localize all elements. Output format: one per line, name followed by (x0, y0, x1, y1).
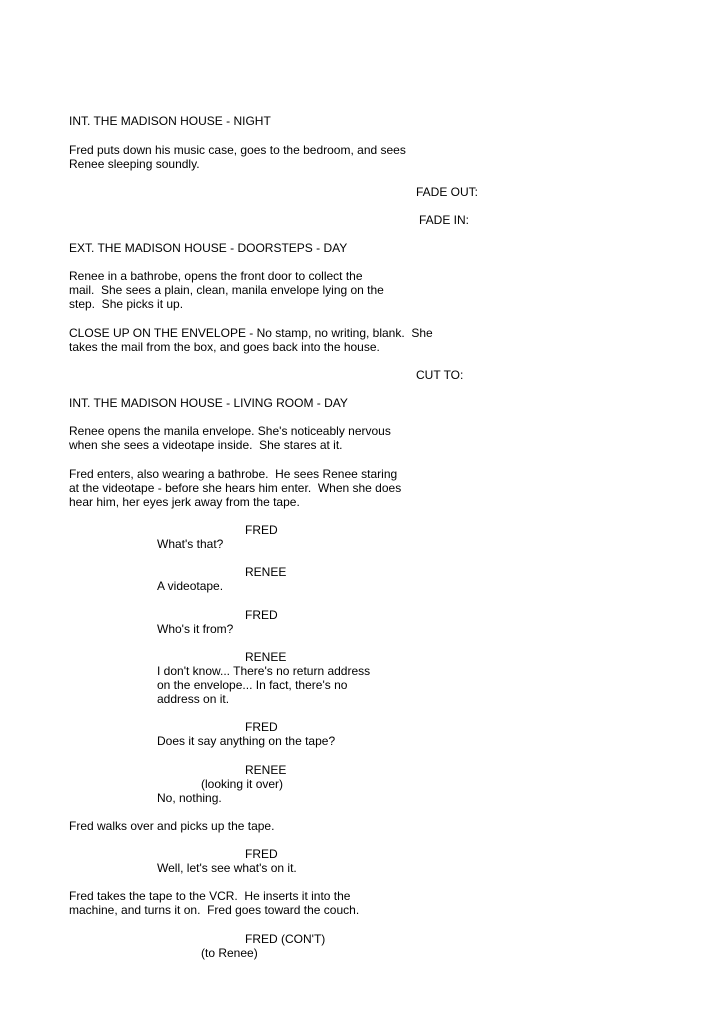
action-line: Renee opens the manila envelope. She's noticeably nervous (69, 424, 391, 438)
action-line: Fred walks over and picks up the tape. (69, 819, 275, 833)
action-line: Fred puts down his music case, goes to the bedroom, and sees (69, 143, 406, 157)
action-line: Renee in a bathrobe, opens the front door to collect the (69, 269, 363, 283)
action-line: at the videotape - before she hears him enter. When she does (69, 481, 402, 495)
dialogue-line: No, nothing. (157, 791, 222, 805)
transition: FADE IN: (419, 213, 470, 227)
dialogue-line: A videotape. (157, 579, 224, 593)
dialogue-line: Well, let's see what's on it. (157, 861, 297, 875)
character-name: FRED (245, 523, 278, 537)
scene-heading: INT. THE MADISON HOUSE - LIVING ROOM - DAY (69, 396, 348, 410)
action-line: hear him, her eyes jerk away from the tape. (69, 495, 300, 509)
action-line: Renee sleeping soundly. (69, 157, 200, 171)
character-name: RENEE (245, 763, 287, 777)
action-line: machine, and turns it on. Fred goes toward the couch. (69, 903, 360, 917)
action-line: Fred enters, also wearing a bathrobe. He sees Renee staring (69, 467, 398, 481)
dialogue-line: I don't know... There's no return address (157, 664, 371, 678)
transition: CUT TO: (416, 368, 464, 382)
character-name: FRED (245, 847, 278, 861)
character-name: FRED (245, 720, 278, 734)
parenthetical: (looking it over) (201, 777, 284, 791)
character-name: FRED (245, 608, 278, 622)
action-line: when she sees a videotape inside. She stares at it. (69, 438, 343, 452)
dialogue-line: address on it. (157, 692, 230, 706)
action-line: takes the mail from the box, and goes back into the house. (69, 340, 380, 354)
character-name: RENEE (245, 650, 287, 664)
dialogue-line: Who's it from? (157, 622, 234, 636)
character-name: FRED (CON'T) (245, 932, 326, 946)
dialogue-line: on the envelope... In fact, there's no (157, 678, 348, 692)
character-name: RENEE (245, 565, 287, 579)
parenthetical: (to Renee) (201, 946, 258, 960)
dialogue-line: Does it say anything on the tape? (157, 734, 336, 748)
action-line: mail. She sees a plain, clean, manila envelope lying on the (69, 283, 384, 297)
scene-heading: EXT. THE MADISON HOUSE - DOORSTEPS - DAY (69, 241, 348, 255)
dialogue-line: What's that? (157, 537, 224, 551)
action-line: Fred takes the tape to the VCR. He inserts it into the (69, 889, 351, 903)
action-line: step. She picks it up. (69, 297, 184, 311)
action-line: CLOSE UP ON THE ENVELOPE - No stamp, no writing, blank. She (69, 326, 433, 340)
scene-heading: INT. THE MADISON HOUSE - NIGHT (69, 114, 271, 128)
transition: FADE OUT: (416, 185, 479, 199)
